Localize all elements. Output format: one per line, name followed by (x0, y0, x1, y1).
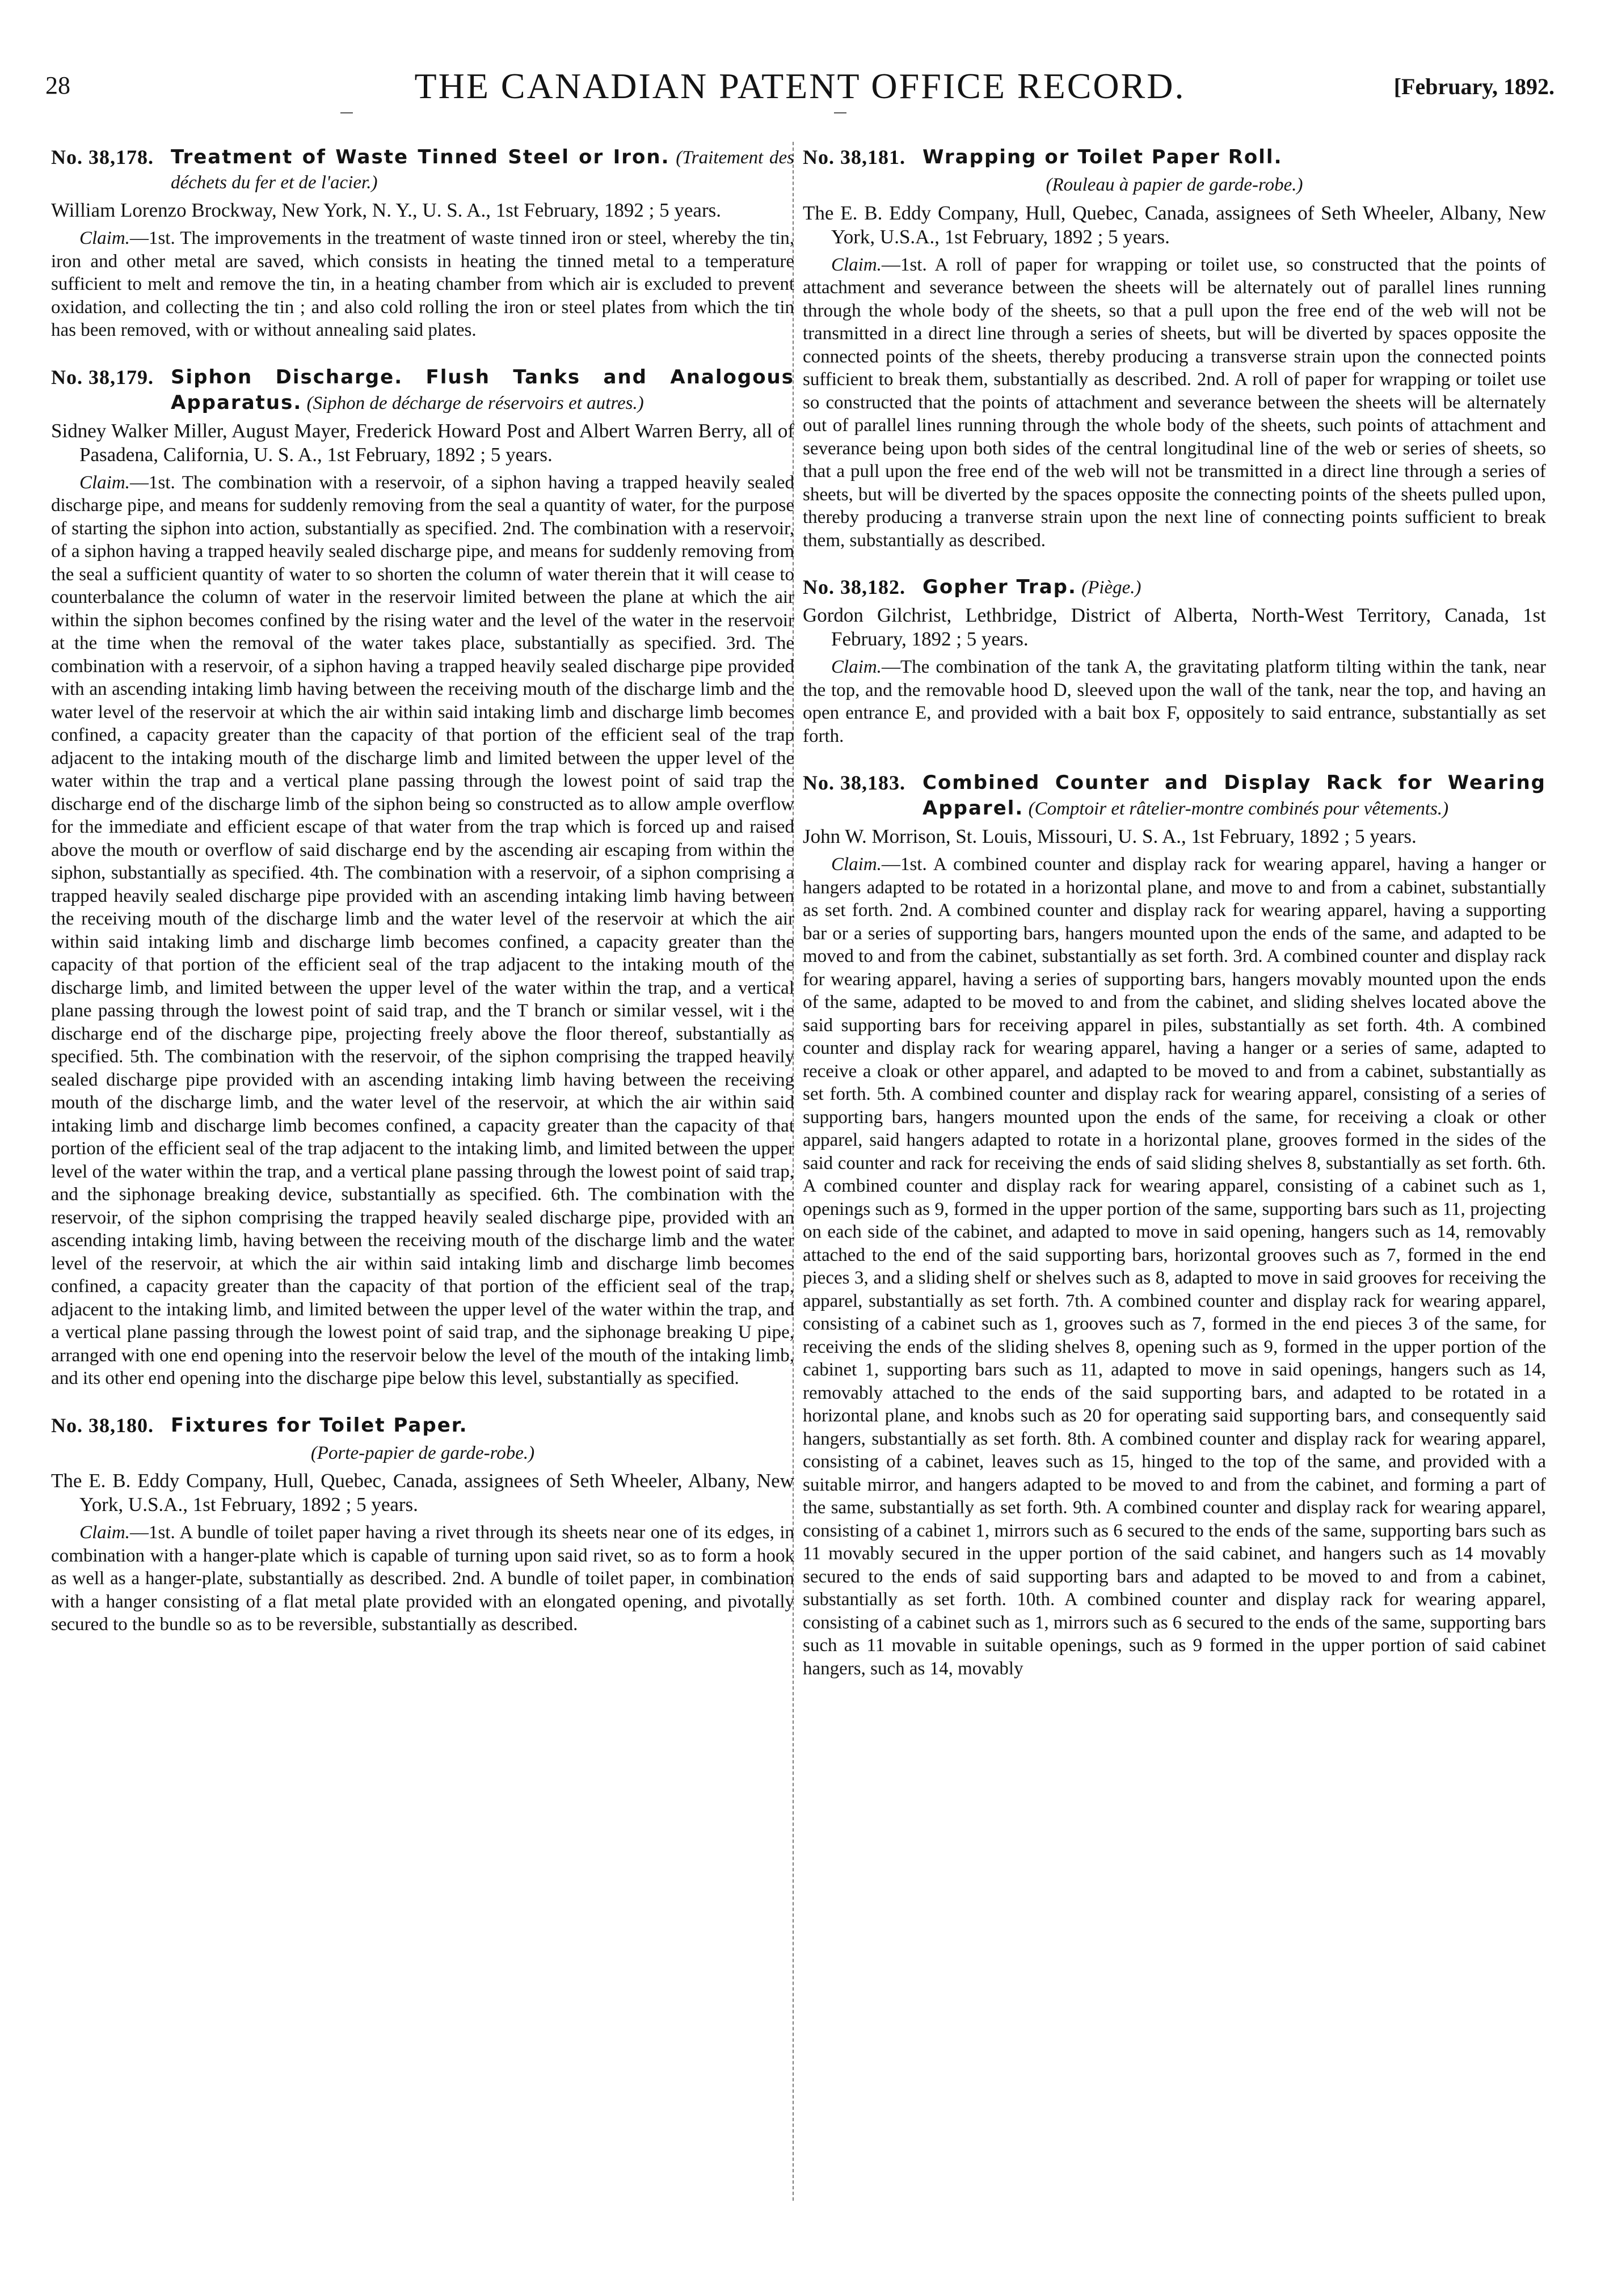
claim-text: —1st. The combination with a reservoir, of a siphon having a trapped heavily sealed discharge pipe, and means for suddenly removing from the seal a quantity of water, for the purpose of starting the siphon into action, substantially as specified. 2nd. The combination with a reservoir, of a siphon having a trapped heavily sealed discharge pipe, and means for suddenly removing from the seal a sufficient quantity of water to so shorten the column of water therein that it will cease to counterbalance the column of water in the reservoir limited between the plane at which the air within the siphon becomes confined by the rising water and the level of the water in the reservoir at the time when the removal of the water takes place, substantially as specified. 3rd. The combination with a reservoir, of a siphon having a trapped heavily sealed discharge pipe provided with an ascending intaking limb having between the receiving mouth of the discharge limb and the water level of the reservoir at which the air within said intaking limb and discharge limb becomes confined, a capacity greater than the capacity of that portion of the efficient seal of the trap adjacent to the intaking mouth of the discharge limb and limited between the upper level of the water within the trap and a vertical plane passing through the lowest point of said trap the discharge end of the discharge limb of the siphon being so constructed as to allow ample overflow for the immediate and efficient escape of that water from the trap which is forced up and raised above the mouth or overflow of said discharge end by the ascending air escaping from within the siphon, substantially as specified. 4th. The combination with a reservoir, of a siphon comprising a trapped heavily sealed discharge pipe provided with an ascending intaking limb having between the receiving mouth of the discharge limb and the water level of the reservoir at which the air within said intaking limb and discharge limb becomes confined, a capacity greater than the capacity of that portion of the efficient seal of the trap adjacent to the intaking mouth of the discharge limb, and limited between the upper level of the water within the trap, and a vertical plane passing through the lowest point of said trap, and the T branch or similar vessel, wit i the discharge end of the discharge pipe, projecting freely above the floor thereof, substantially as specified. 5th. The combination with the reservoir, of the siphon comprising the trapped heavily sealed discharge pipe provided with an ascending intaking limb having between the receiving mouth of the discharge limb, and the water level of the reservoir, at which the air within said intaking limb and discharge limb becomes confined, a capacity greater than the capacity of that portion of the efficient seal of the trap adjacent to the intaking limb, and limited between the upper level of the water within the trap, and a vertical plane passing through the lowest point of said trap, and the siphonage breaking device, substantially as specified. 6th. The combination with the reservoir, of the siphon comprising the trapped heavily sealed discharge pipe, provided with an ascending intaking limb, having between the receiving mouth of the discharge limb and the water level of the reservoir, at which the air within said intaking limb and discharge limb becomes confined, a capacity greater than the capacity of that portion of the efficient seal of the trap, adjacent to the intaking limb, and limited between the upper level of the water within the trap, and a vertical plane passing through the lowest point of said trap, and the siphonage breaking U pipe, arranged with one end opening into the reservoir below the level of the mouth of the intaking limb, and its other end opening into the discharge pipe below this level, substantially as specified. (51, 472, 794, 1388)
entry-heading (51, 365, 794, 416)
ornament-mark (340, 112, 353, 113)
claim-paragraph (803, 254, 1546, 552)
patent-entry-38179 (51, 365, 794, 1390)
entry-heading-text (171, 145, 794, 195)
claim-paragraph (51, 1521, 794, 1636)
patent-entry-38181 (803, 145, 1546, 552)
patent-title: Gopher Trap. (922, 576, 1077, 598)
patentee: William Lorenzo Brockway, New York, N. Y., U. S. A., 1st February, 1892 ; 5 years. (51, 199, 721, 221)
patent-title: Siphon Discharge. Flush Tanks and Analogous Apparatus. (171, 365, 794, 414)
left-column (51, 145, 794, 1659)
patent-entry-38180 (51, 1413, 794, 1636)
entry-heading (803, 770, 1546, 821)
patent-number: No. 38,179. (51, 365, 154, 389)
french-title: (Porte-papier de garde-robe.) (310, 1442, 535, 1463)
french-title: (Comptoir et râtelier-montre combinés pour vêtements.) (1028, 799, 1449, 819)
journal-title: THE CANADIAN PATENT OFFICE RECORD. (414, 66, 1186, 106)
patent-title: Combined Counter and Display Rack for Wearing Apparel. (922, 771, 1546, 820)
claim-paragraph (803, 656, 1546, 748)
right-column (803, 145, 1546, 1703)
french-title: (Traitement des déchets du fer et de l'acier.) (171, 147, 795, 193)
claim-paragraph (51, 227, 794, 342)
issue-date: [February, 1892. (1393, 74, 1555, 99)
patent-number: No. 38,182. (803, 576, 905, 598)
entry-heading-text (171, 1413, 794, 1438)
patentee: The E. B. Eddy Company, Hull, Quebec, Canada, assignees of Seth Wheeler, Albany, New York, U.S.A., 1st February, 1892 ; 5 years. (803, 201, 1546, 248)
entry-heading (803, 575, 1546, 600)
patent-entry-38178 (51, 145, 794, 342)
entry-heading-text (922, 575, 1546, 600)
french-title: (Siphon de décharge de réservoirs et autres.) (306, 392, 644, 413)
patent-title: Fixtures for Toilet Paper. (171, 1413, 468, 1437)
entry-heading-text (922, 770, 1546, 821)
french-title: (Piège.) (1081, 577, 1141, 598)
page-header (45, 65, 1555, 111)
page-number: 28 (45, 71, 70, 99)
claim-label: Claim. (831, 854, 882, 875)
claim-paragraph (51, 471, 794, 1390)
entry-heading (51, 145, 794, 195)
claim-text: —1st. The improvements in the treatment of waste tinned iron or steel, whereby the tin, iron and other metal are saved, which consists in heating the tinned metal to a temperature sufficient to melt and remove the tin, in a heating chamber from which air is excluded to prevent oxidation, and collecting the tin ; and also cold rolling the iron or steel plates from which the tin has been removed, with or without annealing said plates. (51, 228, 794, 340)
claim-text: —1st. A combined counter and display rack for wearing apparel, having a hanger or hangers adapted to be rotated in a horizontal plane, and move to and from a cabinet, substantially as set forth. 2nd. A combined counter and display rack for wearing apparel, having a supporting bar or a series of supporting bars, hangers mounted upon the ends of the same, and adapted to be moved to and from the cabinet, substantially as set forth. 3rd. A combined counter and display rack for wearing apparel, having a series of supporting bars, hangers movably mounted upon the ends of the same, adapted to be moved to and from the cabinet, and sliding shelves located above the said supporting bars for receiving apparel in piles, substantially as set forth. 4th. A combined counter and display rack for wearing apparel, having a hanger or a series of same, adapted to receive a cloak or other apparel, and adapted to be moved to and from a cabinet, substantially as set forth. 5th. A combined counter and display rack for wearing apparel, consisting of a series of supporting bars, hangers mounted upon the ends of the same, for receiving a cloak or other apparel, said hangers adapted to rotate in a horizontal plane, grooves formed in the sides of the said counter and rack for receiving the ends of said sliding shelves 8, substantially as set forth. 6th. A combined counter and display rack for wearing apparel, consisting of a cabinet such as 1, openings such as 9, formed in the upper portion of the same, supporting bars such as 11, projecting on each side of the cabinet, and adapted to move in said opening, hangers such as 14, removably attached to the end of the said supporting bars, horizontal grooves such as 7, formed in the end pieces 3, and a sliding shelf or shelves such as 8, adapted to move in said grooves for receiving the apparel, substantially as set forth. 7th. A combined counter and display rack for wearing apparel, consisting of a cabinet such as 1, grooves such as 7, formed in the end pieces 3 of the same, for receiving the ends of the sliding shelves 8, opening such as 9, formed in the upper portion of the cabinet 1, supporting bars such as 11, adapted to move in said openings, hangers such as 14, removably attached to the ends of the said supporting bars, and adapted to be rotated in a horizontal plane, and knobs such as 20 for operating said supporting bars, and consequently said hangers, substantially as set forth. 8th. A combined counter and display rack for wearing apparel, consisting of a cabinet, leaves such as 15, hinged to the top of the same, and provided with a suitable mirror, and hangers adapted to be moved to and from the cabinet, and forming a part of the same, substantially as set forth. 9th. A combined counter and display rack for wearing apparel, consisting of a cabinet 1, mirrors such as 6 secured to the ends of the same, supporting bars such as 11 movably secured in the upper portion of the said cabinet, and hangers such as 14 movably secured to the ends of said supporting bars and adapted to be moved to and from a cabinet, substantially as set forth. 10th. A combined counter and display rack for wearing apparel, consisting of a cabinet such as 1, mirrors such as 6 secured to the ends of the same, supporting bars such as 11 movable in suitable openings, such as 9 formed in the upper portion of said cabinet hangers, such as 14, movably (803, 854, 1546, 1679)
ornament-mark (834, 112, 846, 113)
patent-entry-38182 (803, 575, 1546, 748)
claim-text: —1st. A roll of paper for wrapping or toilet use, so constructed that the points of attachment and severance between the sheets will be alternately out of parallel lines running through the whole body of the sheets, so that a pull upon the free end of the web will not be transmitted in a direct line through a series of sheets, but will be diverted by spaces opposite the connected points of the sheets, thereby producing a transverse strain upon the connected points sufficient to break them, substantially as described. 2nd. A roll of paper for wrapping or toilet use so constructed that the points of attachment and severance between the sheets will be alternately out of parallel lines running through the whole body of the sheets, such points of attachment and severance being upon both sides of the central longitudinal line of the web or series of sheets, so that a pull upon the free end of the web will not be transmitted in a direct line through a series of sheets, but will be diverted by the spaces opposite the connecting points of the sheets pulled upon, thereby producing a tranverse strain upon the next line of connecting points sufficient to break them, substantially as described. (803, 254, 1546, 551)
patent-number: No. 38,180. (51, 1413, 154, 1437)
patent-entry-38183 (803, 770, 1546, 1680)
patent-title: Treatment of Waste Tinned Steel or Iron. (171, 146, 670, 168)
claim-label: Claim. (79, 1522, 130, 1543)
patent-title: Wrapping or Toilet Paper Roll. (922, 146, 1283, 168)
claim-label: Claim. (79, 472, 130, 493)
patentee: Sidney Walker Miller, August Mayer, Frederick Howard Post and Albert Warren Berry, all of Pasadena, California, U. S. A., 1st February, 1892 ; 5 years. (51, 419, 794, 466)
claim-label: Claim. (79, 228, 130, 248)
entry-heading (51, 1413, 794, 1438)
french-title: (Rouleau à papier de garde-robe.) (1046, 175, 1303, 195)
claim-text: —1st. A bundle of toilet paper having a rivet through its sheets near one of its edges, in combination with a hanger-plate which is capable of turning upon said rivet, so as to form a hook as well as a hanger-plate, substantially as described. 2nd. A bundle of toilet paper, in combination with a hanger consisting of a flat metal plate provided with an elongated opening, and pivotally secured to the bundle so as to be reversible, substantially as described. (51, 1522, 794, 1635)
claim-text: —The combination of the tank A, the gravitating platform tilting within the tank, near the top, and the removable hood D, sleeved upon the wall of the tank, near the top, and having an open entrance E, and provided with a bait box F, oppositely to said entrance, substantially as set forth. (803, 657, 1546, 746)
claim-label: Claim. (831, 657, 882, 677)
patent-number: No. 38,183. (803, 771, 905, 794)
claim-paragraph (803, 853, 1546, 1680)
patentee: Gordon Gilchrist, Lethbridge, District of Alberta, North-West Territory, Canada, 1st February, 1892 ; 5 years. (803, 604, 1546, 650)
patentee: John W. Morrison, St. Louis, Missouri, U. S. A., 1st February, 1892 ; 5 years. (803, 825, 1417, 847)
patent-number: No. 38,178. (51, 146, 154, 168)
patent-number: No. 38,181. (803, 146, 905, 168)
patentee: The E. B. Eddy Company, Hull, Quebec, Canada, assignees of Seth Wheeler, Albany, New York, U.S.A., 1st February, 1892 ; 5 years. (51, 1470, 794, 1516)
entry-heading-text (171, 365, 794, 416)
claim-label: Claim. (831, 254, 882, 275)
entry-heading-text (922, 145, 1546, 170)
entry-heading (803, 145, 1546, 170)
